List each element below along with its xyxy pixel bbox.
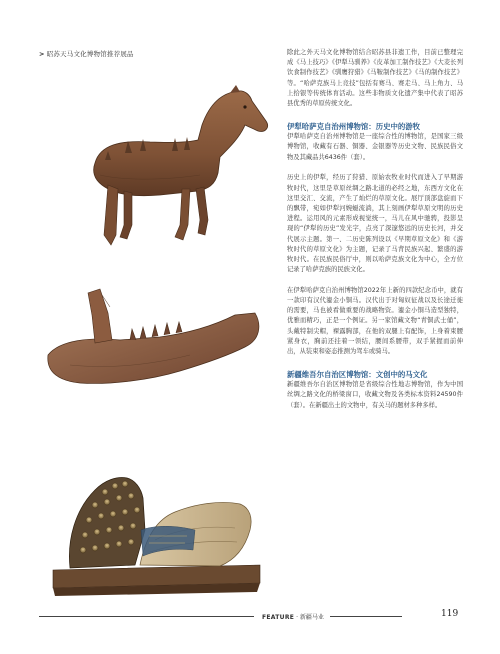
ornate-saddle [45,470,265,600]
page-number: 119 [441,609,459,619]
footer-label: FEATURE · 新疆马业 [262,614,324,621]
paragraph: 在伊犁哈萨克自治州博物馆2022年上新的四款纪念币中，就有一款印有汉代鎏金小铜马。汉代出于对匈奴征战以及长途迁徙的需要，马也被看做重要的战略物资。鎏金小铜马造型独特，优雅而精巧，正是一个例证。另一家馆藏文物“青铜武士俑”，头戴特制尖帽，裸露胸部，在他的双腿上有配饰，上身着束腰紧身衣，胸前还挂着一领结，腰间系腰带，双手紧握而前伸出，从装束和姿态推测为驾车或骑马。 [287,286,463,356]
running-head [39,49,134,58]
paragraph: 新疆维吾尔自治区博物馆是省级综合性地志博物馆，作为中国丝绸之路文化的桥梁窗口，收藏文物及各类标本资料24590件（套）。在新疆出土的文物中，有关马的题材多种多样。 [287,381,463,409]
section-name: 新疆马业 [299,614,324,621]
section-heading-xinjiang-museum: 新疆维吾尔自治区博物馆：文创中的马文化 [287,370,428,380]
horse-jawbone [40,285,265,395]
paragraph: 伊犁哈萨克自治州博物馆是一座综合性的博物馆，是国家三级博物馆，收藏有石器、铜器、金银器等历史文物、民族民俗文物及其藏品共6436件（套）。 [287,133,463,161]
article-column [287,48,463,411]
footer-rule-left [39,616,254,617]
chevron-right-icon: > [39,50,45,58]
feature-label: FEATURE [262,614,295,621]
intro-paragraph: 除此之外天马文化博物馆结合昭苏县非遗工作，目前已整理完成《马上技巧》《伊犁马驯养》《皮革加工制作技艺》《大麦长列饮食制作技艺》《驯鹰狩猎》《马鞍制作技艺》《马的制作技艺》等。“哈萨克族马上竞技”包括有赛马、赛走马、马上角力、马上拾银等传统体育活动。这些非物质文化遗产集中代表了昭苏县优秀的草原传统文化。 [287,49,463,108]
section-heading-ili-museum: 伊犁哈萨克自治州博物馆：历史中的游牧 [287,122,421,132]
page-footer [0,609,500,634]
paragraph: 历史上的伊犁，经历了狩猎、原始农牧业时代而进入了早期游牧时代，这里是草原丝绸之路北道的必经之地，东西方文化在这里交汇、交流，产生了灿烂的草原文化。展厅顶部盘旋而下的飘带，宛如伊犁河婉蜒流淌，其上刻画伊犁草原文明的历史进程。运用风的元素形成视觉统一，马儿在风中驰骋，投影呈现的“伊犁的历史”发光字，点亮了深邃悠远的历史长河，并交代展示主题。第一、二历史陈列设以《早期草原文化》和《游牧时代的草原文化》为主题，记录了马背民族兴起、繁盛的游牧时代。在民族民俗厅中，则以哈萨克族文化为中心，全方位记录了哈萨克族的民族文化。 [287,174,463,274]
running-head-text: 昭苏天马文化博物馆推荐展品 [46,50,134,58]
footer-rule-right [330,616,402,617]
wooden-horse-figurine [80,85,275,255]
